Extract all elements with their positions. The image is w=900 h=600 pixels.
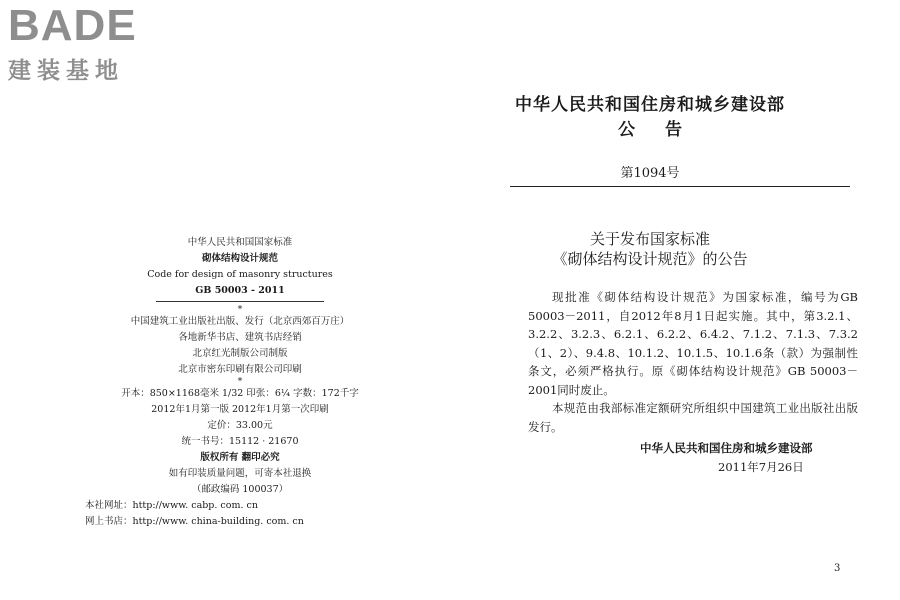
document-number: 第1094号 bbox=[620, 166, 680, 181]
signature-date: 2011年7月26日 bbox=[718, 460, 804, 474]
standard-series: 中华人民共和国国家标准 bbox=[187, 237, 293, 248]
typesetter-line: 北京红光制版公司制版 bbox=[192, 348, 288, 359]
notice-paragraph: 本规范由我部标准定额研究所组织中国建筑工业出版社出版发行。 bbox=[528, 401, 858, 434]
publisher-line: 中国建筑工业出版社出版、发行（北京西郊百万庄） bbox=[130, 316, 350, 327]
announcement-page bbox=[470, 0, 890, 600]
distributor-line: 各地新华书店、建筑书店经销 bbox=[178, 332, 302, 343]
website-line: 本社网址：http://www. cabp. com. cn bbox=[85, 500, 258, 511]
logo-tagline: 建装基地 bbox=[8, 58, 124, 84]
copyright-page bbox=[60, 235, 420, 530]
separator-star: * bbox=[237, 377, 243, 387]
divider bbox=[156, 301, 324, 302]
ministry-name: 中华人民共和国住房和城乡建设部 bbox=[515, 95, 785, 115]
announcement-title: 公告 bbox=[618, 120, 712, 140]
notice-heading-line1: 关于发布国家标准 bbox=[589, 230, 710, 248]
signature-organization: 中华人民共和国住房和城乡建设部 bbox=[640, 441, 813, 455]
return-note: 如有印装质量问题，可寄本社退换 bbox=[168, 468, 312, 479]
rights-line: 版权所有 翻印必究 bbox=[200, 452, 280, 463]
notice-heading-line2: 《砌体结构设计规范》的公告 bbox=[552, 250, 748, 268]
isbn-line: 统一书号：15112 · 21670 bbox=[181, 436, 299, 447]
header-rule bbox=[510, 186, 850, 187]
format-line: 开本：850×1168毫米 1/32 印张：6¼ 字数：172千字 bbox=[121, 388, 359, 399]
printer-line: 北京市密东印刷有限公司印刷 bbox=[178, 364, 302, 375]
standard-title-en: Code for design of masonry structures bbox=[147, 269, 333, 280]
page-number: 3 bbox=[834, 563, 841, 574]
price-line: 定价：33.00元 bbox=[207, 420, 273, 431]
bade-logo bbox=[8, 1, 178, 85]
notice-body bbox=[528, 288, 858, 436]
separator-star: * bbox=[237, 305, 243, 315]
logo-brand-text: BADE bbox=[8, 1, 137, 50]
standard-title-cn: 砌体结构设计规范 bbox=[201, 253, 278, 264]
edition-line: 2012年1月第一版 2012年1月第一次印刷 bbox=[151, 404, 329, 415]
standard-code: GB 50003 - 2011 bbox=[195, 285, 285, 296]
bookstore-line: 网上书店：http://www. china-building. com. cn bbox=[85, 516, 304, 527]
postcode-line: （邮政编码 100037） bbox=[191, 484, 289, 495]
notice-paragraph: 现批准《砌体结构设计规范》为国家标准，编号为GB 50003－2011，自2012年8月1日起实施。其中，第3.2.1、3.2.2、3.2.3、6.2.1、6.2.2、6.4.2、7.1.2、7.1.3、7.3.2（1、2）、9.4.8、10.1.2、10.1.5、10.1.6条（款）为强制性条文，必须严格执行。原《砌体结构设计规范》GB 50003－2001同时废止。 bbox=[528, 290, 858, 397]
